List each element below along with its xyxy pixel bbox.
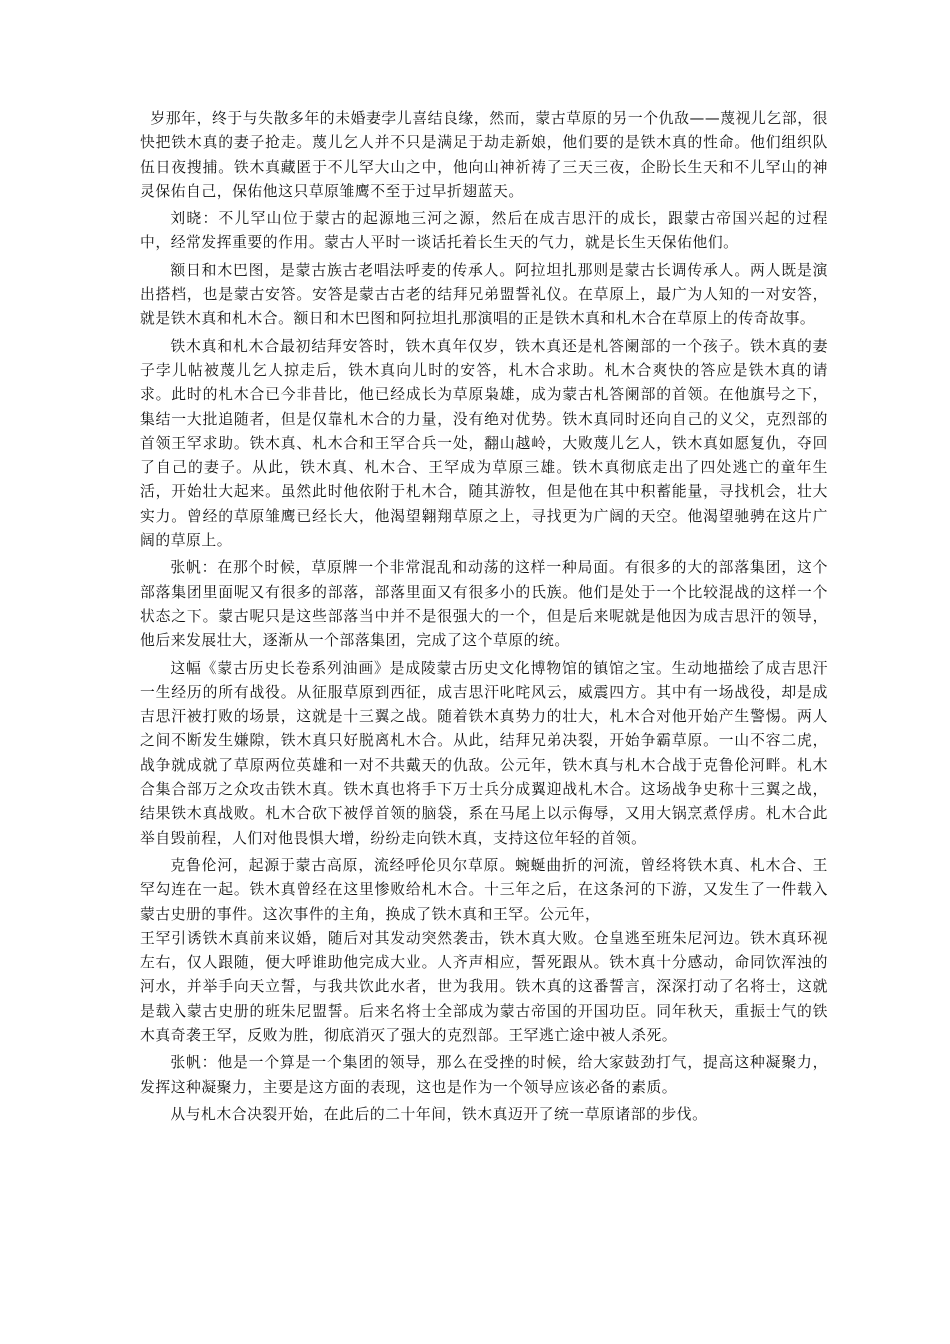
- paragraph-marriage-and-abduction: 岁那年，终于与失散多年的未婚妻孛儿喜结良缘，然而，蒙古草原的另一个仇敌——蔑视儿乞部，很快把铁木真的妻子抢走。蔑儿乞人并不只是满足于劫走新娘，他们要的是铁木真的性命。他们组织队伍日夜搜捕。铁木真藏匿于不儿罕大山之中，他向山神祈祷了三天三夜，企盼长生天和不儿罕山的神灵保佑自己，保佑他这只草原雏鹰不至于过早折翅蓝天。: [140, 110, 828, 200]
- paragraph-unification: 从与札木合决裂开始，在此后的二十年间，铁木真迈开了统一草原诸部的步伐。: [170, 1105, 708, 1123]
- paragraph-thirteen-wings-battle: 这幅《蒙古历史长卷系列油画》是成陵蒙古历史文化博物馆的镇馆之宝。生动地描绘了成吉思汗一生经历的所有战役。从征服草原到西征，成吉思汗叱咤风云，威震四方。其中有一场战役，却是成吉思汗被打败的场景，这就是十三翼之战。随着铁木真势力的壮大，札木合对他开始产生警惕。两人之间不断发生嫌隙，铁木真只好脱离札木合。从此，结拜兄弟决裂，开始争霸草原。一山不容二虎，战争就成就了草原两位英雄和一对不共戴天的仇敌。公元年，铁木真与札木合战于克鲁伦河畔。札木合集合部万之众攻击铁木真。铁木真也将手下万士兵分成翼迎战札木合。这场战争史称十三翼之战，结果铁木真战败。札木合砍下被俘首领的脑袋，系在马尾上以示侮辱，又用大锅烹煮俘虏。札木合此举自毁前程，人们对他畏惧大增，纷纷走向铁木真，支持这位年轻的首领。: [140, 659, 828, 847]
- paragraph-zhang-fan-quote-1: 张帆：在那个时候，草原牌一个非常混乱和动荡的这样一种局面。有很多的大的部落集团，这个部落集团里面呢又有很多的部落，部落里面又有很多小的氏族。他们是处于一个比较混战的这样一个状态之下。蒙古呢只是这些部落当中并不是很强大的一个，但是后来呢就是他因为成吉思汗的领导，他后来发展壮大，逐渐从一个部落集团，完成了这个草原的统。: [140, 559, 828, 650]
- document-body: [140, 107, 828, 1127]
- paragraph-anda-singers: 额日和木巴图，是蒙古族古老唱法呼麦的传承人。阿拉坦扎那则是蒙古长调传承人。两人既是演出搭档，也是蒙古安答。安答是蒙古古老的结拜兄弟盟誓礼仪。在草原上，最广为人知的一对安答，就是铁木真和札木合。额日和木巴图和阿拉坦扎那演唱的正是铁木真和札木合在草原上的传奇故事。: [140, 261, 828, 328]
- paragraph-liu-xiao-quote: 刘晓：不儿罕山位于蒙古的起源地三河之源，然后在成吉思汗的成长，跟蒙古帝国兴起的过程中，经常发挥重要的作用。蒙古人平时一谈话托着长生天的气力，就是长生天保佑他们。: [140, 210, 828, 252]
- paragraph-zhang-fan-quote-2: 张帆：他是一个算是一个集团的领导，那么在受挫的时候，给大家鼓劲打气，提高这种凝聚力，发挥这种凝聚力，主要是这方面的表现，这也是作为一个领导应该必备的素质。: [140, 1054, 828, 1096]
- paragraph-baljuna-covenant: 王罕引诱铁木真前来议婚，随后对其发动突然袭击，铁木真大败。仓皇逃至班朱尼河边。铁木真环视左右，仅人跟随，便大呼谁助他完成大业。人齐声相应，誓死跟从。铁木真十分感动，命同饮浑浊的河水，并举手向天立誓，与我共饮此水者，世为我用。铁木真的这番誓言，深深打动了名将士，这就是载入蒙古史册的班朱尼盟誓。后来名将士全部成为蒙古帝国的开国功臣。同年秋天，重振士气的铁木真奇袭王罕，反败为胜，彻底消灭了强大的克烈部。王罕逃亡途中被人杀死。: [140, 929, 828, 1044]
- paragraph-kherlen-river: 克鲁伦河，起源于蒙古高原，流经呼伦贝尔草原。蜿蜒曲折的河流，曾经将铁木真、札木合、王罕勾连在一起。铁木真曾经在这里惨败给札木合。十三年之后，在这条河的下游，又发生了一件载入蒙古史册的事件。这次事件的主角，换成了铁木真和王罕。公元年，: [140, 856, 828, 923]
- paragraph-temujin-and-jamukha: 铁木真和札木合最初结拜安答时，铁木真年仅岁，铁木真还是札答阑部的一个孩子。铁木真的妻子孛儿帖被蔑儿乞人掠走后，铁木真向儿时的安答，札木合求助。札木合爽快的答应是铁木真的请求。此时的札木合已今非昔比，他已经成长为草原枭雄，成为蒙古札答阑部的首领。在他旗号之下，集结一大批追随者，但是仅靠札木合的力量，没有绝对优势。铁木真同时还向自己的义父，克烈部的首领王罕求助。铁木真、札木合和王罕合兵一处，翻山越岭，大败蔑儿乞人，铁木真如愿复仇，夺回了自己的妻子。从此，铁木真、札木合、王罕成为草原三雄。铁木真彻底走出了四处逃亡的童年生活，开始壮大起来。虽然此时他依附于札木合，随其游牧，但是他在其中积蓄能量，寻找机会，壮大实力。曾经的草原雏鹰已经长大，他渴望翱翔草原之上，寻找更为广阔的天空。他渴望驰骋在这片广阔的草原上。: [140, 337, 828, 550]
